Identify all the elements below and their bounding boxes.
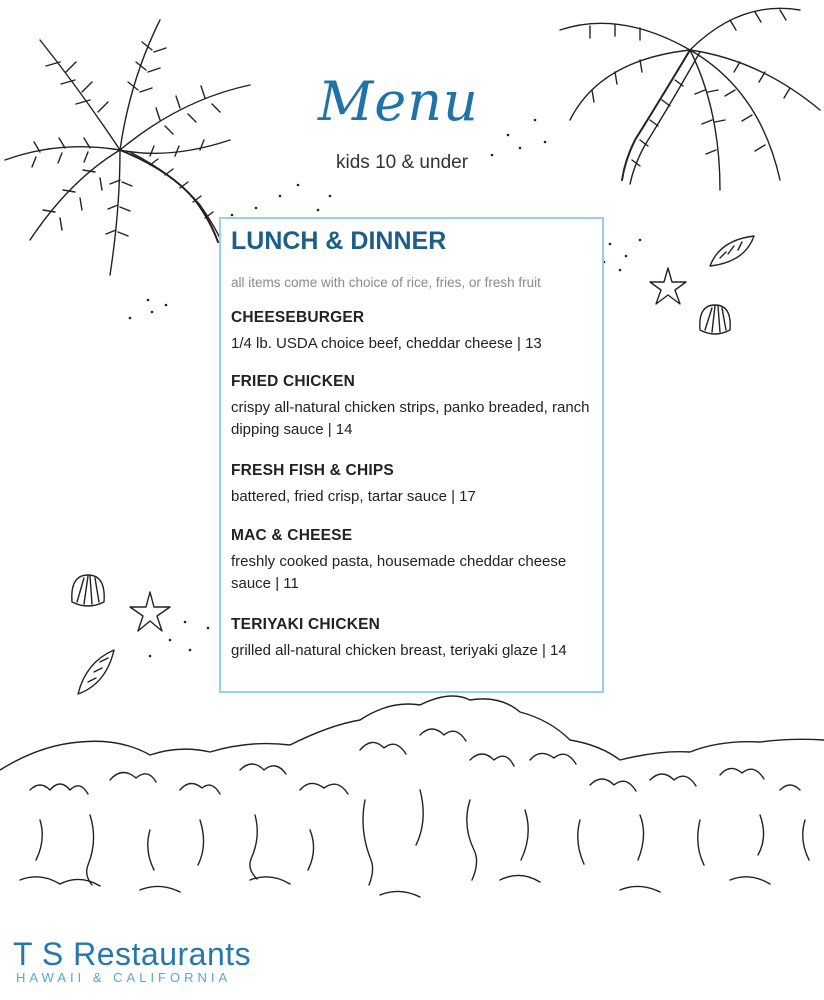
menu-item-desc: battered, fried crisp, tartar sauce | 17 [231,488,476,505]
palm-tree-icon [560,8,820,190]
menu-subtitle: kids 10 & under [336,152,469,173]
seashell-icon [72,575,104,606]
section-note: all items come with choice of rice, fries, or fresh fruit [231,275,541,290]
conch-icon [710,236,754,266]
starfish-icon [650,268,686,304]
menu-item [231,527,599,595]
menu-item-desc: 1/4 lb. USDA choice beef, cheddar cheese | 13 [231,335,542,352]
section-title: LUNCH & DINNER [231,227,447,255]
menu-item [231,373,599,441]
menu-item-name: TERIYAKI CHICKEN [231,616,381,633]
menu-card [219,217,604,693]
menu-item-name: FRESH FISH & CHIPS [231,462,394,479]
menu-item [231,616,599,662]
mountain-line-art [0,696,824,897]
brand-logo-name: T S Restaurants [13,936,252,972]
menu-item-name: FRIED CHICKEN [231,373,356,390]
menu-item [231,309,599,355]
seashell-icon [700,305,730,334]
brand-logo-tagline: HAWAII & CALIFORNIA [16,970,232,985]
palm-tree-icon [5,20,250,275]
starfish-icon [130,592,170,631]
menu-script-title: Menu [318,70,479,133]
menu-item-desc: crispy all-natural chicken strips, panko breaded, ranch dipping sauce | 14 [231,399,590,438]
menu-item [231,462,599,508]
menu-item-name: MAC & CHEESE [231,527,353,544]
conch-icon [78,650,114,694]
menu-item-desc: freshly cooked pasta, housemade cheddar cheese sauce | 11 [231,553,567,592]
menu-item-name: CHEESEBURGER [231,309,365,326]
menu-item-desc: grilled all-natural chicken breast, teriyaki glaze | 14 [231,642,567,659]
